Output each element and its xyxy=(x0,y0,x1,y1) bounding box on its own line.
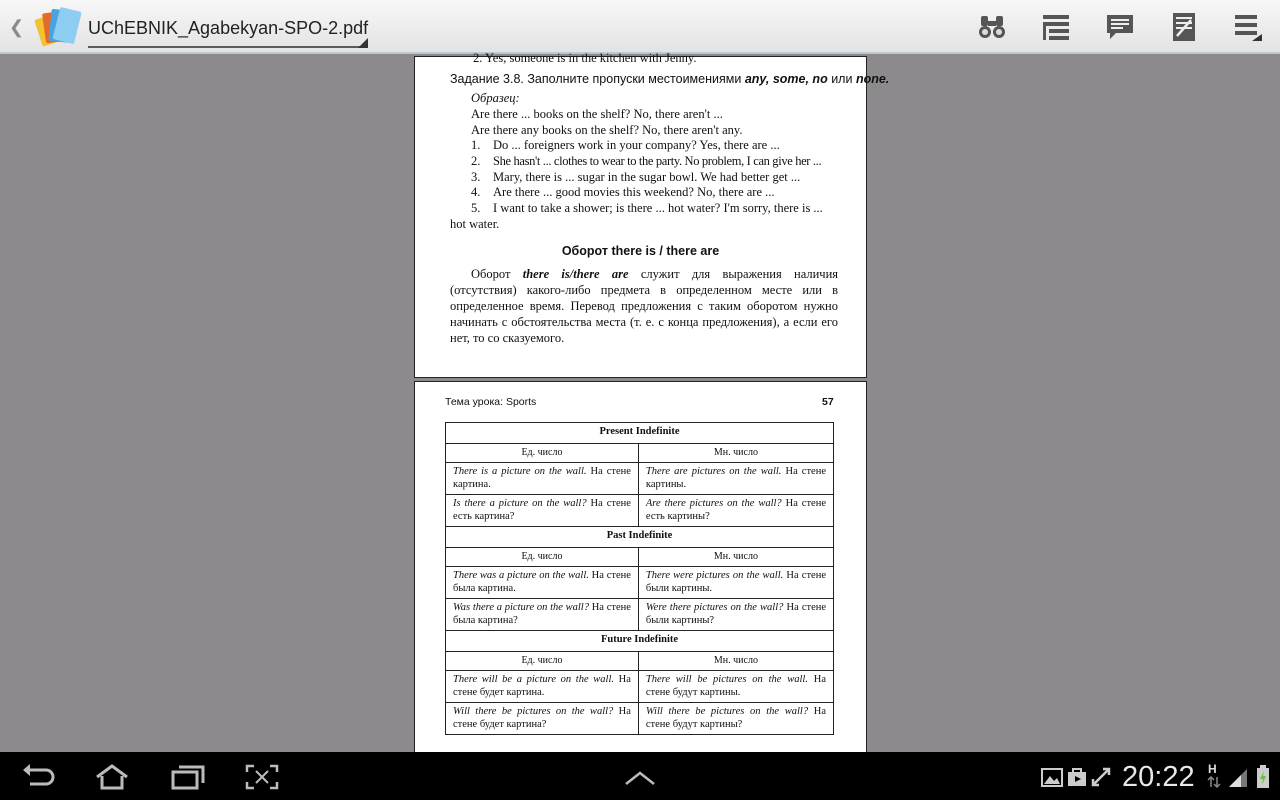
cell-russian: На стене была картина. xyxy=(453,570,631,594)
cell-russian: На стене есть картины? xyxy=(645,498,826,522)
col-singular: Ед. число xyxy=(446,652,639,671)
exercise-item xyxy=(471,201,823,216)
exercise-number: 3. xyxy=(471,170,481,184)
cell-english: Are there pictures on the wall? xyxy=(645,498,782,509)
table-row xyxy=(446,671,834,703)
cell-russian: На стене были картины? xyxy=(645,602,827,626)
exercise-number: 1. xyxy=(471,138,481,152)
table-cell xyxy=(446,599,639,631)
cell-russian: На стене будет картина. xyxy=(453,674,631,698)
explanation-paragraph xyxy=(450,266,838,346)
action-bar xyxy=(0,0,1280,54)
exercise-item xyxy=(471,138,780,153)
table-cell xyxy=(638,463,833,495)
screenshot-icon[interactable] xyxy=(244,764,280,790)
para-term: there is/there are xyxy=(522,267,629,281)
exercise-number: 2. xyxy=(471,154,481,168)
table-cell xyxy=(638,703,833,735)
menu-icon[interactable] xyxy=(1232,12,1264,42)
table-row xyxy=(446,567,834,599)
document-title[interactable]: UChEBNIK_Agabekyan-SPO-2.pdf xyxy=(88,18,369,38)
cell-english: Was there a picture on the wall? xyxy=(453,602,589,613)
cell-russian: На стене была картина? xyxy=(453,602,631,626)
table-cell xyxy=(446,671,639,703)
store-icon xyxy=(1066,766,1088,788)
col-plural: Мн. число xyxy=(638,444,833,463)
section-title: Оборот there is / there are xyxy=(561,244,720,258)
pdf-page-57[interactable] xyxy=(414,381,867,753)
col-plural: Мн. число xyxy=(638,548,833,567)
up-arrow-icon[interactable] xyxy=(622,766,658,792)
cell-english: There will be pictures on the wall. xyxy=(645,674,808,685)
comment-icon[interactable] xyxy=(1104,12,1136,42)
back-icon[interactable] xyxy=(20,764,56,790)
lesson-topic: Тема урока: Sports xyxy=(445,396,537,408)
annotation-icon[interactable] xyxy=(1168,12,1200,42)
clock: 20:22 xyxy=(1122,761,1195,793)
col-singular: Ед. число xyxy=(446,444,639,463)
app-logo[interactable] xyxy=(34,6,82,48)
exercise-item xyxy=(471,185,775,200)
grammar-table xyxy=(445,422,834,735)
sample-question: Are there ... books on the shelf? No, there aren't ... xyxy=(471,107,723,121)
table-header-row xyxy=(446,444,834,463)
cell-russian: На стене есть картина? xyxy=(453,498,631,522)
cell-english: Were there pictures on the wall? xyxy=(645,602,784,613)
col-singular: Ед. число xyxy=(446,548,639,567)
para-rest: служит для выражения наличия (отсутствия) какого-либо предмета в определенном месте или в определенное время. Перевод предложения с таким оборотом нужно начинать с обстоятельства места (т. е. с конца предложения), а если его нет, то со сказуемого. xyxy=(450,267,839,345)
recent-apps-icon[interactable] xyxy=(170,764,206,790)
exercise-text: She hasn't ... clothes to wear to the party. No problem, I can give her ... xyxy=(493,154,822,168)
network-type-label: H xyxy=(1208,762,1217,776)
exercise-text: I want to take a shower; is there ... hot water? I'm sorry, there is ... xyxy=(493,201,823,215)
back-chevron-icon[interactable]: ❮ xyxy=(9,17,25,37)
task-words: any, some, no xyxy=(744,72,828,86)
cell-english: There is a picture on the wall. xyxy=(453,466,587,477)
table-row xyxy=(446,599,834,631)
exercise-tail: hot water. xyxy=(450,217,500,231)
task-heading xyxy=(450,72,889,86)
exercise-text: Are there ... good movies this weekend? No, there are ... xyxy=(493,185,775,199)
page-number: 57 xyxy=(822,396,834,408)
title-dropdown-icon[interactable] xyxy=(358,38,368,48)
exercise-number: 5. xyxy=(471,201,481,215)
table-row xyxy=(446,703,834,735)
cell-russian: На стене картины. xyxy=(645,466,826,490)
find-binoculars-icon[interactable] xyxy=(976,12,1008,42)
section-title: Present Indefinite xyxy=(446,423,834,444)
task-prefix: Задание 3.8. Заполните пропуски местоимениями xyxy=(450,72,745,86)
signal-icon xyxy=(1228,768,1248,788)
data-activity-icon xyxy=(1207,776,1221,788)
exercise-text: Mary, there is ... sugar in the sugar bowl. We had better get ... xyxy=(493,170,801,184)
exercise-number: 4. xyxy=(471,185,481,199)
sample-answer: Are there any books on the shelf? No, there aren't any. xyxy=(471,123,743,137)
sync-icon xyxy=(1090,766,1112,788)
cell-english: There was a picture on the wall. xyxy=(453,570,589,581)
table-cell xyxy=(446,495,639,527)
cell-russian: На стене были картины. xyxy=(645,570,827,594)
system-bar xyxy=(0,752,1280,800)
cell-english: Will there be pictures on the wall? xyxy=(453,706,614,717)
cell-english: There will be a picture on the wall. xyxy=(453,674,614,685)
table-cell xyxy=(446,703,639,735)
cell-english: Is there a picture on the wall? xyxy=(453,498,587,509)
table-section-row xyxy=(446,631,834,652)
table-row xyxy=(446,463,834,495)
cell-english: Will there be pictures on the wall? xyxy=(645,706,809,717)
cell-russian: На стене будет картина? xyxy=(453,706,631,730)
cell-russian: На стене будут картины? xyxy=(645,706,826,730)
task-or: или xyxy=(827,72,856,86)
table-row xyxy=(446,495,834,527)
col-plural: Мн. число xyxy=(638,652,833,671)
table-cell xyxy=(638,567,833,599)
exercise-item xyxy=(471,154,821,169)
battery-charging-icon xyxy=(1256,765,1270,789)
exercise-item xyxy=(471,170,800,185)
home-icon[interactable] xyxy=(94,764,130,790)
cell-russian: На стене будут картины. xyxy=(645,674,826,698)
pdf-page-56[interactable] xyxy=(414,51,890,378)
table-cell xyxy=(446,463,639,495)
cell-english: There were pictures on the wall. xyxy=(645,570,784,581)
table-section-row xyxy=(446,527,834,548)
section-title: Past Indefinite xyxy=(446,527,834,548)
table-header-row xyxy=(446,548,834,567)
para-start: Оборот xyxy=(471,267,523,281)
table-cell xyxy=(638,599,833,631)
cut-off-line: 2. Yes, someone is in the kitchen with Jenny. xyxy=(473,51,697,65)
cell-russian: На стене картина. xyxy=(453,466,631,490)
table-cell xyxy=(446,567,639,599)
outline-list-icon[interactable] xyxy=(1040,12,1072,42)
sample-label: Образец: xyxy=(471,91,520,105)
table-section-row xyxy=(446,423,834,444)
title-underline xyxy=(88,46,368,48)
gallery-icon xyxy=(1041,768,1063,788)
cell-english: There are pictures on the wall. xyxy=(645,466,782,477)
table-cell xyxy=(638,671,833,703)
table-cell xyxy=(638,495,833,527)
exercise-text: Do ... foreigners work in your company? Yes, there are ... xyxy=(493,138,780,152)
table-header-row xyxy=(446,652,834,671)
task-none: none. xyxy=(855,72,890,86)
section-title: Future Indefinite xyxy=(446,631,834,652)
